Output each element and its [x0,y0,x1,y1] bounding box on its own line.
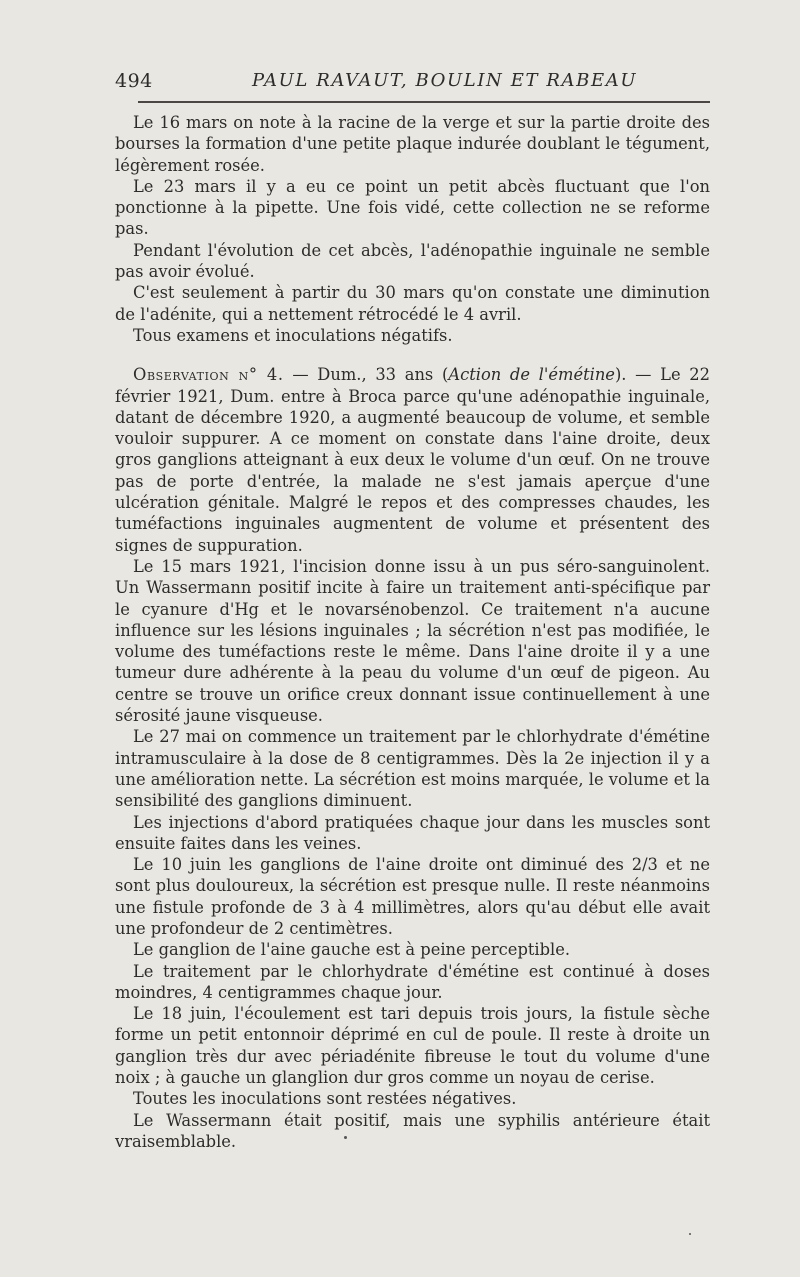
paragraph: Le 15 mars 1921, l'incision donne issu à un pus séro-sanguinolent. Un Wassermann positif incite à faire un traitement anti-spécifique par le cyanure d'Hg et le novarsénobenzol. Ce traitement n'a aucune influence sur les lésions inguinales ; la sécrétion n'est pas modifiée, le volume des tuméfactions reste le même. Dans l'aine droite il y a une tumeur dure adhérente à la peau du volume d'un œuf de pigeon. Au centre se trouve un orifice creux donnant issue continuellement à une sérosité jaune visqueuse. [115,556,710,726]
paragraph: Le Wassermann était positif, mais une syphilis antérieure était vraisemblable. [115,1110,710,1151]
paragraph: Le 16 mars on note à la racine de la verge et sur la partie droite des bourses la formation d'une petite plaque indurée doublant le tégument, légèrement rosée. [115,113,710,175]
observation-label: Observation n° 4. [133,365,284,385]
observation-subtitle: Action de l'émétine [448,365,615,385]
paragraph: Toutes les inoculations sont restées négatives. [133,1089,517,1109]
running-title: PAUL RAVAUT, BOULIN ET RABEAU [252,70,638,91]
page-number: 494 [115,70,153,92]
paragraph: Le 10 juin les ganglions de l'aine droite ont diminué des 2/3 et ne sont plus douloureux, la sécrétion est presque nulle. Il reste néanmoins une fistule profonde de 3 à 4 millimètres, alors qu'au début elle avait une profondeur de 2 centimètres. [115,855,710,938]
observation-intro: — Dum., 33 ans ( [283,365,449,385]
paragraph: Le traitement par le chlorhydrate d'émétine est continué à doses moindres, 4 centigrammes chaque jour. [115,961,710,1002]
header-rule [138,101,710,103]
page-header [115,70,710,94]
body-text [115,112,710,1152]
paragraph: Le 18 juin, l'écoulement est tari depuis trois jours, la fistule sèche forme un petit entonnoir déprimé en cul de poule. Il reste à droite un ganglion très dur avec périadénite fibreuse le tout du volume d'une noix ; à gauche un glanglion dur gros comme un noyau de cerise. [115,1004,710,1088]
paragraph: Le 23 mars il y a eu ce point un petit abcès fluctuant que l'on ponctionne à la pipette. Une fois vidé, cette collection ne se reforme pas. [115,176,710,239]
observation-text: ). — Le 22 février 1921, Dum. entre à Broca parce qu'une adénopathie inguinale, datant de décembre 1920, a augmenté beaucoup de volume, et semble vouloir suppurer. A ce moment on constate dans l'aine droite, deux gros ganglions atteignant à eux deux le volume d'un œuf. On ne trouve pas de porte d'entrée, la malade ne s'est jamais aperçue d'une ulcération génitale. Malgré le repos et des compresses chaudes, les tuméfactions inguinales augmentent de volume et présentent des signes de suppuration. [115,365,710,555]
ink-speck [344,1136,347,1139]
paragraph: Le ganglion de l'aine gauche est à peine perceptible. [133,940,571,960]
observation-paragraph [115,364,710,556]
ink-speck [689,1233,691,1235]
paragraph: Les injections d'abord pratiquées chaque jour dans les muscles sont ensuite faites dans les veines. [115,812,710,853]
paragraph: Pendant l'évolution de cet abcès, l'adénopathie inguinale ne semble pas avoir évolué. [115,240,710,282]
paragraph: Tous examens et inoculations négatifs. [133,325,453,345]
paragraph: Le 27 mai on commence un traitement par le chlorhydrate d'émétine intramusculaire à la dose de 8 centigrammes. Dès la 2e injection il y a une amélioration nette. La sécrétion est moins marquée, le volume et la sensibilité des ganglions diminuent. [115,727,710,811]
paragraph: C'est seulement à partir du 30 mars qu'on constate une diminution de l'adénite, qui a nettement rétrocédé le 4 avril. [115,283,710,324]
